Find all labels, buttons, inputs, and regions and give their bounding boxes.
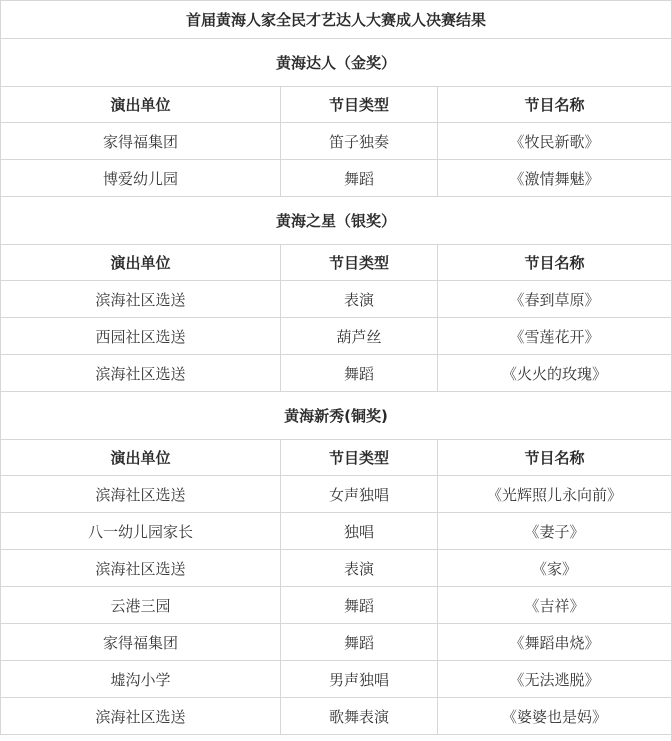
cell-name: 《婆婆也是妈》 (438, 698, 671, 735)
table-row (1, 123, 671, 160)
cell-type: 男声独唱 (281, 661, 438, 698)
header-unit: 演出单位 (1, 440, 281, 476)
table-row (1, 698, 671, 735)
cell-unit: 滨海社区选送 (1, 476, 281, 513)
cell-unit: 滨海社区选送 (1, 355, 281, 392)
cell-unit: 家得福集团 (1, 624, 281, 661)
cell-name: 《家》 (438, 550, 671, 587)
cell-name: 《火火的玫瑰》 (438, 355, 671, 392)
page-title: 首届黄海人家全民才艺达人大赛成人决赛结果 (1, 1, 671, 39)
cell-type: 笛子独奏 (281, 123, 438, 160)
cell-name: 《激情舞魅》 (438, 160, 671, 197)
table-row (1, 513, 671, 550)
cell-name: 《无法逃脱》 (438, 661, 671, 698)
section-title-row (1, 39, 671, 87)
table-row (1, 661, 671, 698)
cell-unit: 云港三园 (1, 587, 281, 624)
cell-name: 《牧民新歌》 (438, 123, 671, 160)
cell-unit: 墟沟小学 (1, 661, 281, 698)
header-name: 节目名称 (438, 245, 671, 281)
column-header-row (1, 87, 671, 123)
header-name: 节目名称 (438, 440, 671, 476)
cell-name: 《雪莲花开》 (438, 318, 671, 355)
cell-unit: 八一幼儿园家长 (1, 513, 281, 550)
section-title-row (1, 197, 671, 245)
column-header-row (1, 245, 671, 281)
section-title: 黄海之星（银奖） (1, 197, 671, 245)
cell-type: 葫芦丝 (281, 318, 438, 355)
header-type: 节目类型 (281, 87, 438, 123)
cell-type: 表演 (281, 281, 438, 318)
section-title: 黄海新秀(铜奖) (1, 392, 671, 440)
cell-type: 女声独唱 (281, 476, 438, 513)
cell-type: 舞蹈 (281, 624, 438, 661)
table-row (1, 550, 671, 587)
column-header-row (1, 440, 671, 476)
section-title: 黄海达人（金奖） (1, 39, 671, 87)
cell-type: 舞蹈 (281, 160, 438, 197)
title-row (1, 1, 671, 39)
header-unit: 演出单位 (1, 245, 281, 281)
table-row (1, 281, 671, 318)
table-row (1, 476, 671, 513)
cell-name: 《春到草原》 (438, 281, 671, 318)
table-row (1, 587, 671, 624)
cell-unit: 博爱幼儿园 (1, 160, 281, 197)
header-name: 节目名称 (438, 87, 671, 123)
cell-unit: 滨海社区选送 (1, 698, 281, 735)
table-row (1, 160, 671, 197)
cell-unit: 家得福集团 (1, 123, 281, 160)
cell-name: 《吉祥》 (438, 587, 671, 624)
table-row (1, 355, 671, 392)
table-row (1, 318, 671, 355)
header-type: 节目类型 (281, 440, 438, 476)
results-table-body (1, 1, 671, 735)
cell-name: 《妻子》 (438, 513, 671, 550)
header-unit: 演出单位 (1, 87, 281, 123)
header-type: 节目类型 (281, 245, 438, 281)
cell-unit: 西园社区选送 (1, 318, 281, 355)
cell-type: 舞蹈 (281, 587, 438, 624)
cell-name: 《光辉照儿永向前》 (438, 476, 671, 513)
cell-type: 表演 (281, 550, 438, 587)
cell-name: 《舞蹈串烧》 (438, 624, 671, 661)
cell-type: 舞蹈 (281, 355, 438, 392)
cell-type: 独唱 (281, 513, 438, 550)
section-title-row (1, 392, 671, 440)
table-row (1, 624, 671, 661)
cell-unit: 滨海社区选送 (1, 550, 281, 587)
cell-type: 歌舞表演 (281, 698, 438, 735)
cell-unit: 滨海社区选送 (1, 281, 281, 318)
